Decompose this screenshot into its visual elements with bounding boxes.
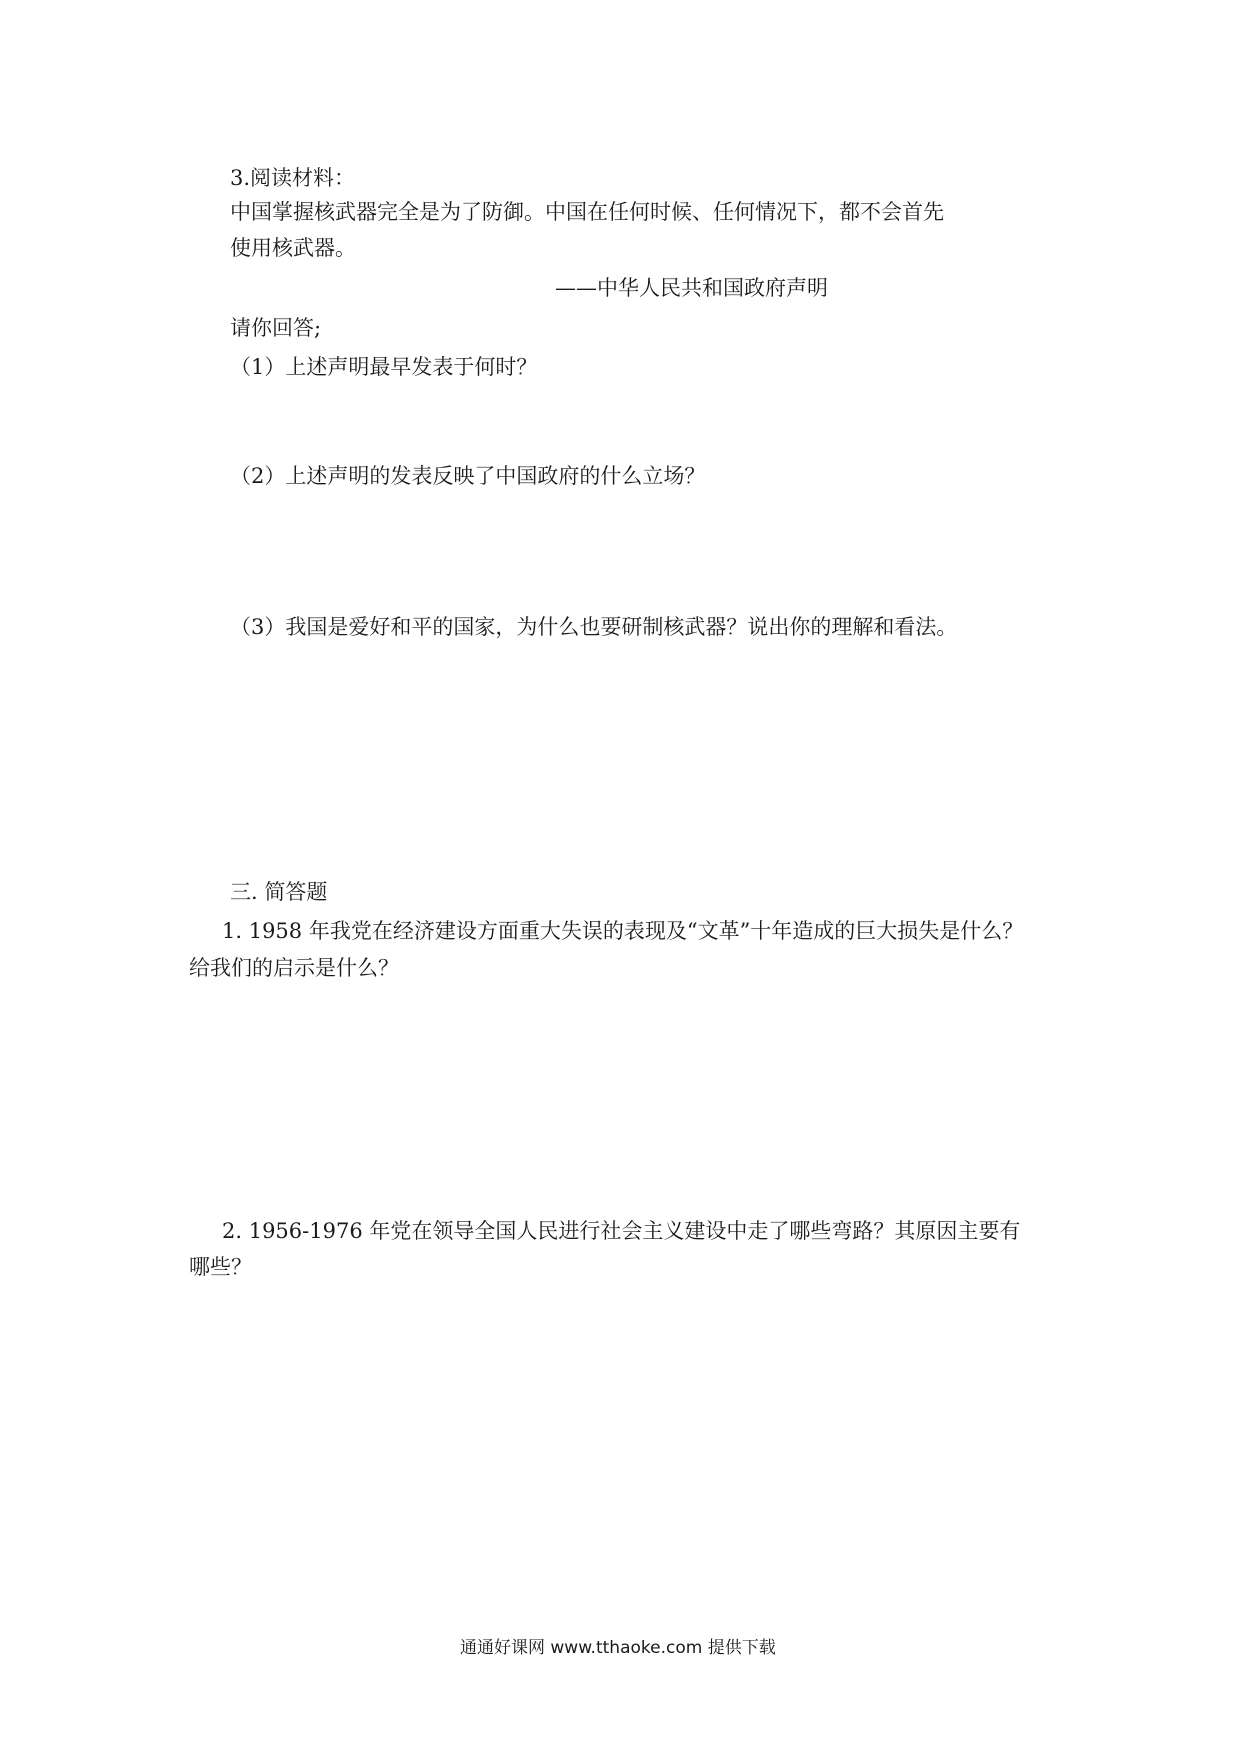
short-answer-heading: 三. 简答题: [230, 880, 328, 904]
footer-download-notice: 通通好课网 www.tthaoke.com 提供下载: [460, 1638, 776, 1658]
material-quote-line-1: 中国掌握核武器完全是为了防御。中国在任何时候、任何情况下，都不会首先: [230, 200, 944, 224]
material-heading: 3.阅读材料：: [230, 166, 356, 190]
question-2: （2）上述声明的发表反映了中国政府的什么立场？: [230, 464, 706, 488]
question-1: （1）上述声明最早发表于何时？: [230, 355, 538, 379]
short-answer-q1-line-1: 1. 1958 年我党在经济建设方面重大失误的表现及“文革”十年造成的巨大损失是什么？: [222, 919, 1024, 943]
short-answer-q1-line-2: 给我们的启示是什么？: [189, 956, 399, 980]
question-3: （3）我国是爱好和平的国家，为什么也要研制核武器？说出你的理解和看法。: [230, 615, 958, 639]
short-answer-q2-line-1: 2. 1956-1976 年党在领导全国人民进行社会主义建设中走了哪些弯路？其原因主要有: [222, 1219, 1021, 1243]
short-answer-q2-line-2: 哪些？: [189, 1255, 252, 1279]
material-quote-line-2: 使用核武器。: [230, 236, 356, 260]
material-prompt: 请你回答;: [230, 316, 322, 340]
material-attribution: ——中华人民共和国政府声明: [555, 276, 828, 300]
